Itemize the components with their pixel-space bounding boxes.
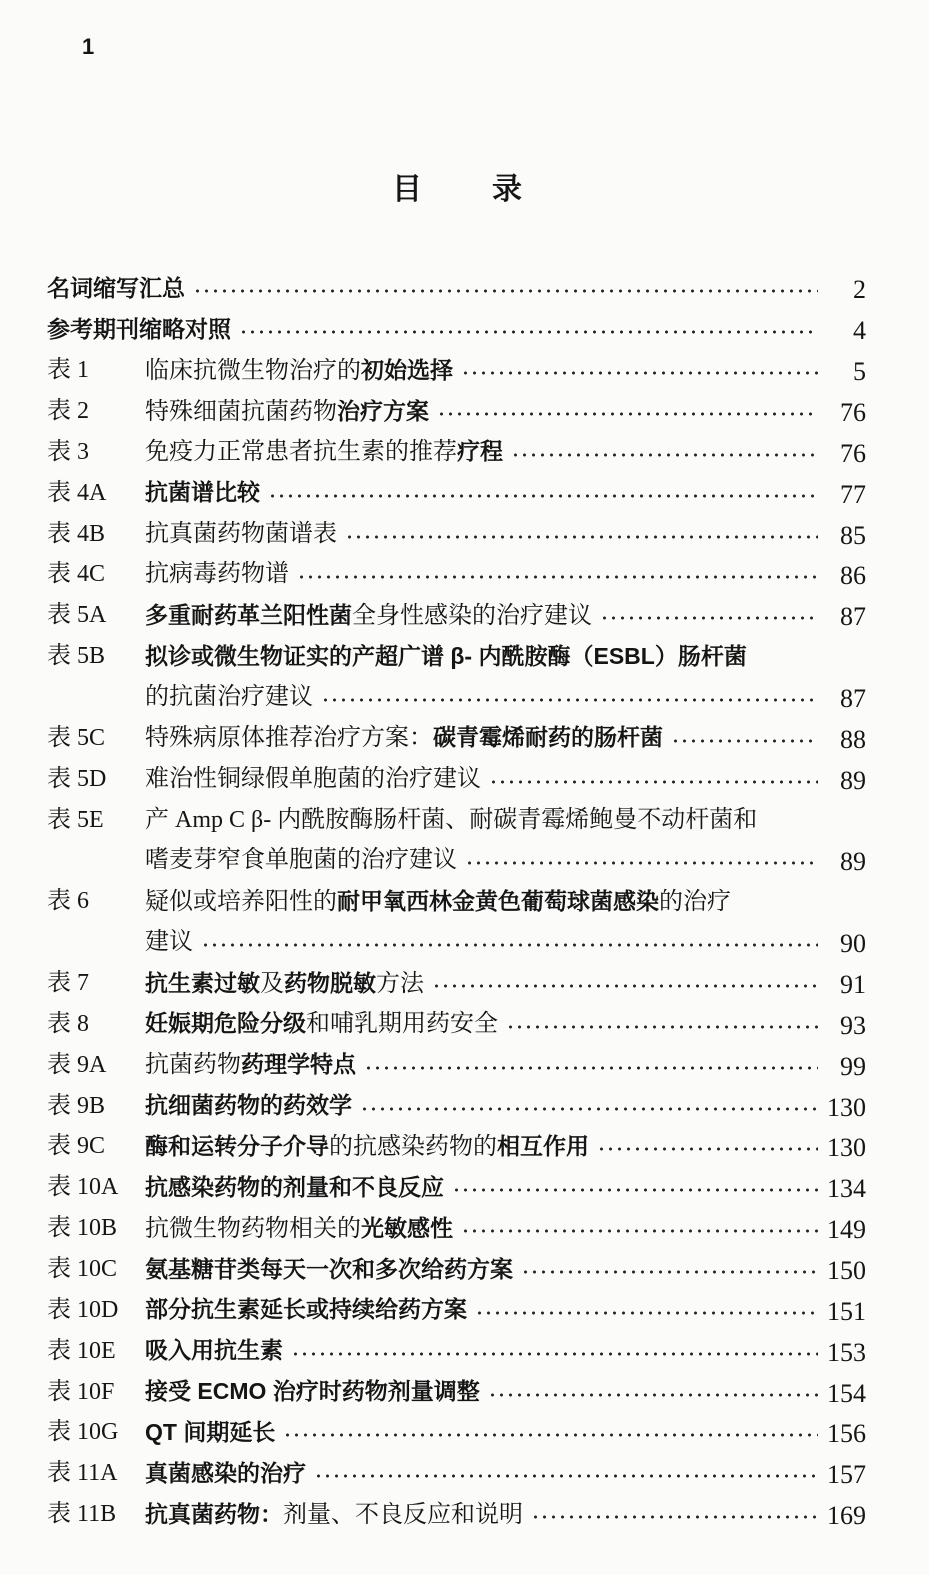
toc-title-segment: 相互作用 [497, 1132, 589, 1159]
toc-page-number: 91 [840, 970, 866, 1000]
dot-leader [360, 1104, 818, 1114]
toc-page-number: 89 [840, 847, 866, 877]
toc-entry-label: 表 2 [47, 398, 89, 424]
toc-title-segment: 及 [260, 970, 284, 997]
dot-leader [239, 327, 818, 337]
toc-entry-title [145, 1008, 498, 1039]
toc-entry-title [145, 886, 731, 917]
toc-page-number: 88 [840, 724, 866, 754]
toc-entry [47, 472, 866, 513]
toc-page-number: 89 [840, 765, 866, 795]
dot-leader [193, 286, 818, 296]
toc-page-number: 87 [840, 602, 866, 632]
toc-title-segment: 妊娠期危险分级 [145, 1010, 306, 1037]
toc-title-segment: 难治性铜绿假单胞菌的治疗建议 [145, 765, 481, 792]
toc-entry-label: 表 5A [47, 602, 107, 629]
toc-page-number: 151 [827, 1296, 866, 1326]
toc-line [47, 1167, 866, 1208]
toc-entry-label: 表 6 [47, 888, 89, 915]
toc-title-segment: 氨基糖苷类每天一次和多次给药方案 [145, 1255, 513, 1282]
toc-title-segment: 全身性感染的治疗建议 [352, 602, 592, 629]
toc-entry [47, 554, 866, 595]
toc-entry [47, 595, 866, 636]
toc-entry-label: 表 4C [47, 561, 106, 588]
toc-title-segment: 参考期刊缩略对照 [47, 315, 231, 342]
toc-entry [47, 881, 866, 963]
toc-entry-title [145, 927, 193, 957]
toc-entry [47, 1453, 866, 1494]
toc-line [47, 922, 866, 963]
toc-title-segment: 抗真菌药物菌谱表 [145, 520, 337, 547]
toc-entry-label: 表 9A [47, 1051, 107, 1078]
toc-entry-title [145, 682, 313, 712]
dot-leader [488, 1390, 818, 1400]
toc-entry-title [145, 355, 453, 386]
toc-title-segment: 的抗感染药物的 [329, 1133, 497, 1160]
toc-title-segment: 抗生素过敏 [145, 969, 260, 996]
toc-line [47, 1453, 866, 1494]
toc-entry-title [145, 1335, 283, 1366]
toc-line [47, 431, 866, 472]
toc-line [47, 677, 866, 718]
toc-line [47, 758, 866, 799]
toc-entry [47, 1085, 866, 1126]
toc-line [47, 268, 866, 309]
toc-entry [47, 309, 866, 350]
toc-page-number: 149 [827, 1215, 866, 1245]
toc-line [47, 1126, 866, 1167]
toc-entry-title [47, 273, 185, 304]
toc-entry-title [145, 1376, 480, 1407]
toc-title-segment: 特殊病原体推荐治疗方案： [145, 725, 433, 752]
toc-entry [47, 717, 866, 758]
toc-entry [47, 963, 866, 1004]
toc-page-number: 2 [853, 275, 866, 305]
toc-title-segment: 真菌感染的治疗 [145, 1459, 306, 1486]
dot-leader [511, 450, 818, 460]
toc-line [47, 595, 866, 636]
toc-page-number: 130 [827, 1133, 866, 1163]
toc-line [47, 1003, 866, 1044]
toc-entry-label: 表 10G [47, 1419, 119, 1446]
toc-title-segment: 抗微生物药物相关的 [145, 1215, 361, 1242]
toc-entry-title [145, 600, 592, 631]
toc-entry-label: 表 10B [47, 1215, 118, 1242]
toc-entry [47, 513, 866, 554]
dot-leader [437, 409, 818, 419]
toc-entry-title [145, 559, 289, 589]
toc-title-segment: 耐甲氧西林金黄色葡萄球菌感染 [337, 887, 659, 914]
toc-line [47, 840, 866, 881]
toc-entry-label: 表 10D [47, 1296, 119, 1323]
toc-title-segment: 药理学特点 [241, 1051, 356, 1078]
toc-entry [47, 431, 866, 472]
table-of-contents [47, 268, 866, 1535]
toc-entry-label: 表 5B [47, 643, 106, 670]
toc-line [47, 1208, 866, 1249]
toc-entry [47, 1044, 866, 1085]
toc-entry-title [145, 1090, 352, 1121]
toc-title-segment: QT 间期延长 [145, 1418, 276, 1445]
toc-line [47, 881, 866, 922]
toc-title-segment: 疑似或培养阳性的 [145, 888, 337, 915]
toc-line [47, 1289, 866, 1330]
toc-entry-title [145, 477, 260, 508]
page-number: 1 [82, 34, 95, 59]
toc-title-segment: 的治疗 [659, 888, 731, 915]
toc-entry-label: 表 3 [47, 438, 89, 465]
dot-leader [506, 1022, 818, 1032]
toc-line [47, 717, 866, 758]
toc-entry-title [145, 764, 481, 794]
toc-title-segment: 抗感染药物的剂量和不良反应 [145, 1173, 444, 1200]
toc-entry-title [145, 1417, 275, 1448]
toc-line [47, 1249, 866, 1290]
toc-page-number: 87 [840, 684, 866, 714]
toc-title-segment: 产 Amp C β- 内酰胺酶肠杆菌、耐碳青霉烯鲍曼不动杆菌和 [145, 806, 758, 833]
toc-title-segment: 吸入用抗生素 [145, 1337, 283, 1364]
toc-line [47, 472, 866, 513]
toc-page-number: 99 [840, 1051, 866, 1081]
toc-line [47, 1085, 866, 1126]
toc-entry [47, 1371, 866, 1412]
dot-leader [461, 368, 818, 378]
toc-entry-label: 表 5C [47, 724, 106, 751]
toc-page-number: 134 [827, 1174, 866, 1204]
dot-leader [201, 940, 818, 950]
dot-leader [597, 1144, 818, 1154]
toc-page-number: 169 [827, 1501, 866, 1531]
toc-title-segment: 抗菌药物 [145, 1052, 241, 1079]
toc-entry-title [145, 641, 747, 672]
toc-entry-label: 表 1 [47, 357, 89, 384]
dot-leader [452, 1185, 818, 1195]
dot-leader [291, 1349, 818, 1359]
dot-leader [321, 695, 818, 705]
toc-title-segment: 抗细菌药物的药效学 [145, 1092, 352, 1119]
toc-entry-label: 表 11A [47, 1460, 118, 1487]
toc-entry-title [145, 1458, 306, 1489]
toc-title-segment: 抗病毒药物谱 [145, 561, 289, 588]
toc-entry-title [145, 1131, 589, 1162]
toc-entry-label: 表 9B [47, 1092, 106, 1119]
toc-title-segment: 免疫力正常患者抗生素的推荐 [145, 439, 457, 466]
toc-entry-title [145, 722, 663, 753]
dot-leader [345, 532, 818, 542]
toc-page-number: 156 [827, 1419, 866, 1449]
toc-line [47, 1044, 866, 1085]
toc-title-segment: 拟诊或微生物证实的产超广谱 β- 内酰胺酶（ESBL）肠杆菌 [145, 642, 747, 669]
toc-entry-label: 表 4B [47, 520, 106, 547]
toc-entry-label: 表 5D [47, 765, 107, 792]
toc-entry-title [145, 1294, 467, 1325]
toc-line [47, 554, 866, 595]
toc-entry-title [145, 519, 337, 549]
page-title: 目 录 [392, 173, 542, 206]
dot-leader [465, 858, 818, 868]
toc-title-segment: 临床抗微生物治疗的 [145, 357, 361, 384]
toc-title-segment: 名词缩写汇总 [47, 274, 185, 301]
toc-entry-label: 表 11B [47, 1501, 117, 1528]
toc-title-segment: 剂量、不良反应和说明 [283, 1501, 523, 1528]
toc-entry [47, 799, 866, 881]
toc-entry-title [145, 968, 424, 999]
dot-leader [531, 1512, 818, 1522]
toc-entry-title [145, 845, 457, 875]
toc-entry-title [145, 396, 429, 427]
dot-leader [314, 1471, 818, 1481]
toc-title-segment: 药物脱敏 [284, 969, 376, 996]
toc-title-segment: 光敏感性 [361, 1214, 453, 1241]
toc-page-number: 90 [840, 929, 866, 959]
toc-line [47, 799, 866, 840]
toc-page-number: 76 [840, 398, 866, 427]
toc-line [47, 391, 866, 432]
toc-page-number: 5 [853, 357, 866, 387]
toc-entry-title [145, 805, 757, 835]
toc-entry [47, 268, 866, 309]
toc-page-number: 4 [853, 316, 866, 346]
toc-title-segment: 酶和运转分子介导 [145, 1132, 329, 1159]
toc-title-segment: 的抗菌治疗建议 [145, 684, 313, 711]
toc-entry-title [145, 1049, 356, 1080]
toc-entry-label: 表 10C [47, 1256, 118, 1283]
toc-title-segment: 建议 [145, 929, 193, 956]
toc-entry [47, 391, 866, 432]
toc-entry-label: 表 10E [47, 1337, 116, 1364]
toc-page-number: 85 [840, 520, 866, 550]
toc-title-segment: 特殊细菌抗菌药物 [145, 398, 337, 425]
toc-entry-label: 表 9C [47, 1133, 106, 1160]
toc-entry-title [145, 1499, 523, 1530]
dot-leader [489, 777, 818, 787]
toc-line [47, 1412, 866, 1453]
toc-line [47, 1330, 866, 1371]
dot-leader [268, 491, 818, 501]
toc-entry-title [47, 314, 231, 345]
toc-page-number: 93 [840, 1010, 866, 1040]
toc-title-segment: 多重耐药革兰阳性菌 [145, 601, 352, 628]
toc-entry [47, 1289, 866, 1330]
toc-page-number: 157 [827, 1460, 866, 1490]
toc-title-segment: 方法 [376, 970, 424, 997]
toc-title-segment: 接受 ECMO 治疗时药物剂量调整 [145, 1378, 480, 1405]
toc-entry-title [145, 1172, 444, 1203]
toc-title-segment: 疗程 [457, 438, 503, 465]
dot-leader [461, 1226, 818, 1236]
toc-entry [47, 1494, 866, 1535]
toc-entry-label: 表 10A [47, 1174, 119, 1201]
toc-title-segment: 嗜麦芽窄食单胞菌的治疗建议 [145, 847, 457, 874]
toc-page-number: 153 [827, 1337, 866, 1367]
dot-leader [475, 1308, 818, 1318]
toc-title-segment: 部分抗生素延长或持续给药方案 [145, 1296, 467, 1323]
toc-page-number: 77 [840, 479, 866, 509]
toc-line [47, 636, 866, 677]
toc-entry [47, 1126, 866, 1167]
toc-entry-label: 表 4A [47, 479, 107, 506]
toc-entry [47, 1249, 866, 1290]
toc-title-segment: 初始选择 [361, 356, 453, 383]
toc-line [47, 963, 866, 1004]
toc-entry [47, 636, 866, 718]
dot-leader [297, 572, 818, 582]
toc-title-segment: 抗真菌药物： [145, 1500, 283, 1527]
toc-entry-title [145, 1254, 513, 1285]
toc-page-number: 150 [827, 1256, 866, 1286]
toc-title-segment: 碳青霉烯耐药的肠杆菌 [433, 724, 663, 751]
toc-entry-label: 表 8 [47, 1010, 89, 1037]
toc-page-number: 130 [827, 1092, 866, 1122]
toc-line [47, 513, 866, 554]
toc-entry [47, 1330, 866, 1371]
dot-leader [364, 1063, 818, 1073]
toc-entry [47, 1208, 866, 1249]
toc-entry [47, 758, 866, 799]
toc-page-number: 154 [827, 1378, 866, 1408]
dot-leader [671, 736, 818, 746]
dot-leader [283, 1430, 818, 1440]
dot-leader [521, 1267, 818, 1277]
toc-line [47, 350, 866, 391]
toc-entry [47, 350, 866, 391]
toc-line [47, 1371, 866, 1412]
toc-title-segment: 治疗方案 [337, 397, 429, 424]
toc-entry [47, 1003, 866, 1044]
toc-entry-title [145, 1213, 453, 1244]
toc-title-segment: 和哺乳期用药安全 [306, 1011, 498, 1038]
dot-leader [600, 613, 818, 623]
toc-page-number: 76 [840, 438, 866, 468]
toc-entry-title [145, 436, 503, 467]
toc-entry-label: 表 5E [47, 806, 104, 833]
dot-leader [432, 981, 818, 991]
toc-line [47, 1494, 866, 1535]
toc-line [47, 309, 866, 350]
toc-entry [47, 1167, 866, 1208]
toc-page-number: 86 [840, 561, 866, 591]
toc-entry-label: 表 7 [47, 970, 89, 997]
toc-entry-label: 表 10F [47, 1378, 115, 1405]
toc-title-segment: 抗菌谱比较 [145, 479, 260, 506]
toc-entry [47, 1412, 866, 1453]
